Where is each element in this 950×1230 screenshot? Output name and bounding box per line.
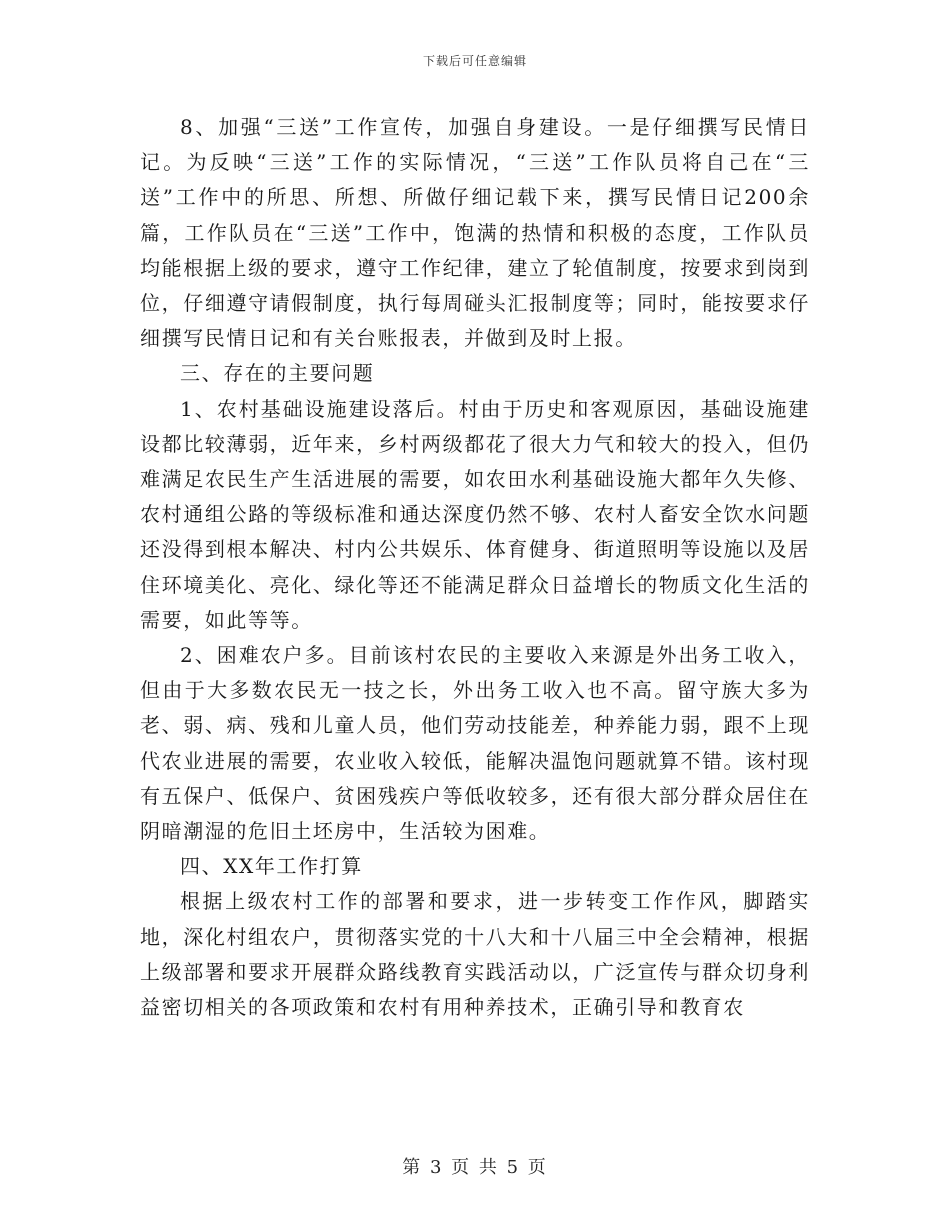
paragraph-poor-households: 2、困难农户多。目前该村农民的主要收入来源是外出务工收入，但由于大多数农民无一技之长，外出务工收入也不高。留守族大多为老、弱、病、残和儿童人员，他们劳动技能差，种养能力弱，跟不上现代农业进展的需要，农业收入较低，能解决温饱问题就算不错。该村现有五保户、低保户、贫困残疾户等低收较多，还有很大部分群众居住在阴暗潮湿的危旧土坯房中，生活较为困难。: [140, 643, 810, 844]
page-header: 下载后可任意编辑: [422, 54, 527, 68]
document-body: [140, 110, 810, 1025]
section-heading-problems: 三、存在的主要问题: [180, 361, 375, 386]
paragraph-plan: 根据上级农村工作的部署和要求，进一步转变工作作风，脚踏实地，深化村组农户，贯彻落实党的十八大和十八届三中全会精神，根据上级部署和要求开展群众路线教育实践活动以，广泛宣传与群众切身利益密切相关的各项政策和农村有用种养技术，正确引导和教育农: [140, 889, 810, 1020]
paragraph-publicity: 8、加强“三送”工作宣传，加强自身建设。一是仔细撰写民情日记。为反映“三送”工作的实际情况，“三送”工作队员将自己在“三送”工作中的所思、所想、所做仔细记载下来，撰写民情日记200余篇，工作队员在“三送”工作中，饱满的热情和积极的态度，工作队员均能根据上级的要求，遵守工作纪律，建立了轮值制度，按要求到岗到位，仔细遵守请假制度，执行每周碰头汇报制度等；同时，能按要求仔细撰写民情日记和有关台账报表，并做到及时上报。: [140, 115, 810, 351]
paragraph-infrastructure: 1、农村基础设施建设落后。村由于历史和客观原因，基础设施建设都比较薄弱，近年来，乡村两级都花了很大力气和较大的投入，但仍难满足农民生产生活进展的需要，如农田水利基础设施大都年久失修、农村通组公路的等级标准和通达深度仍然不够、农村人畜安全饮水问题还没得到根本解决、村内公共娱乐、体育健身、街道照明等设施以及居住环境美化、亮化、绿化等还不能满足群众日益增长的物质文化生活的需要，如此等等。: [140, 396, 810, 632]
page-number: 第 3 页 共 5 页: [402, 1157, 548, 1178]
section-heading-plan: 四、XX年工作打算: [180, 854, 363, 879]
